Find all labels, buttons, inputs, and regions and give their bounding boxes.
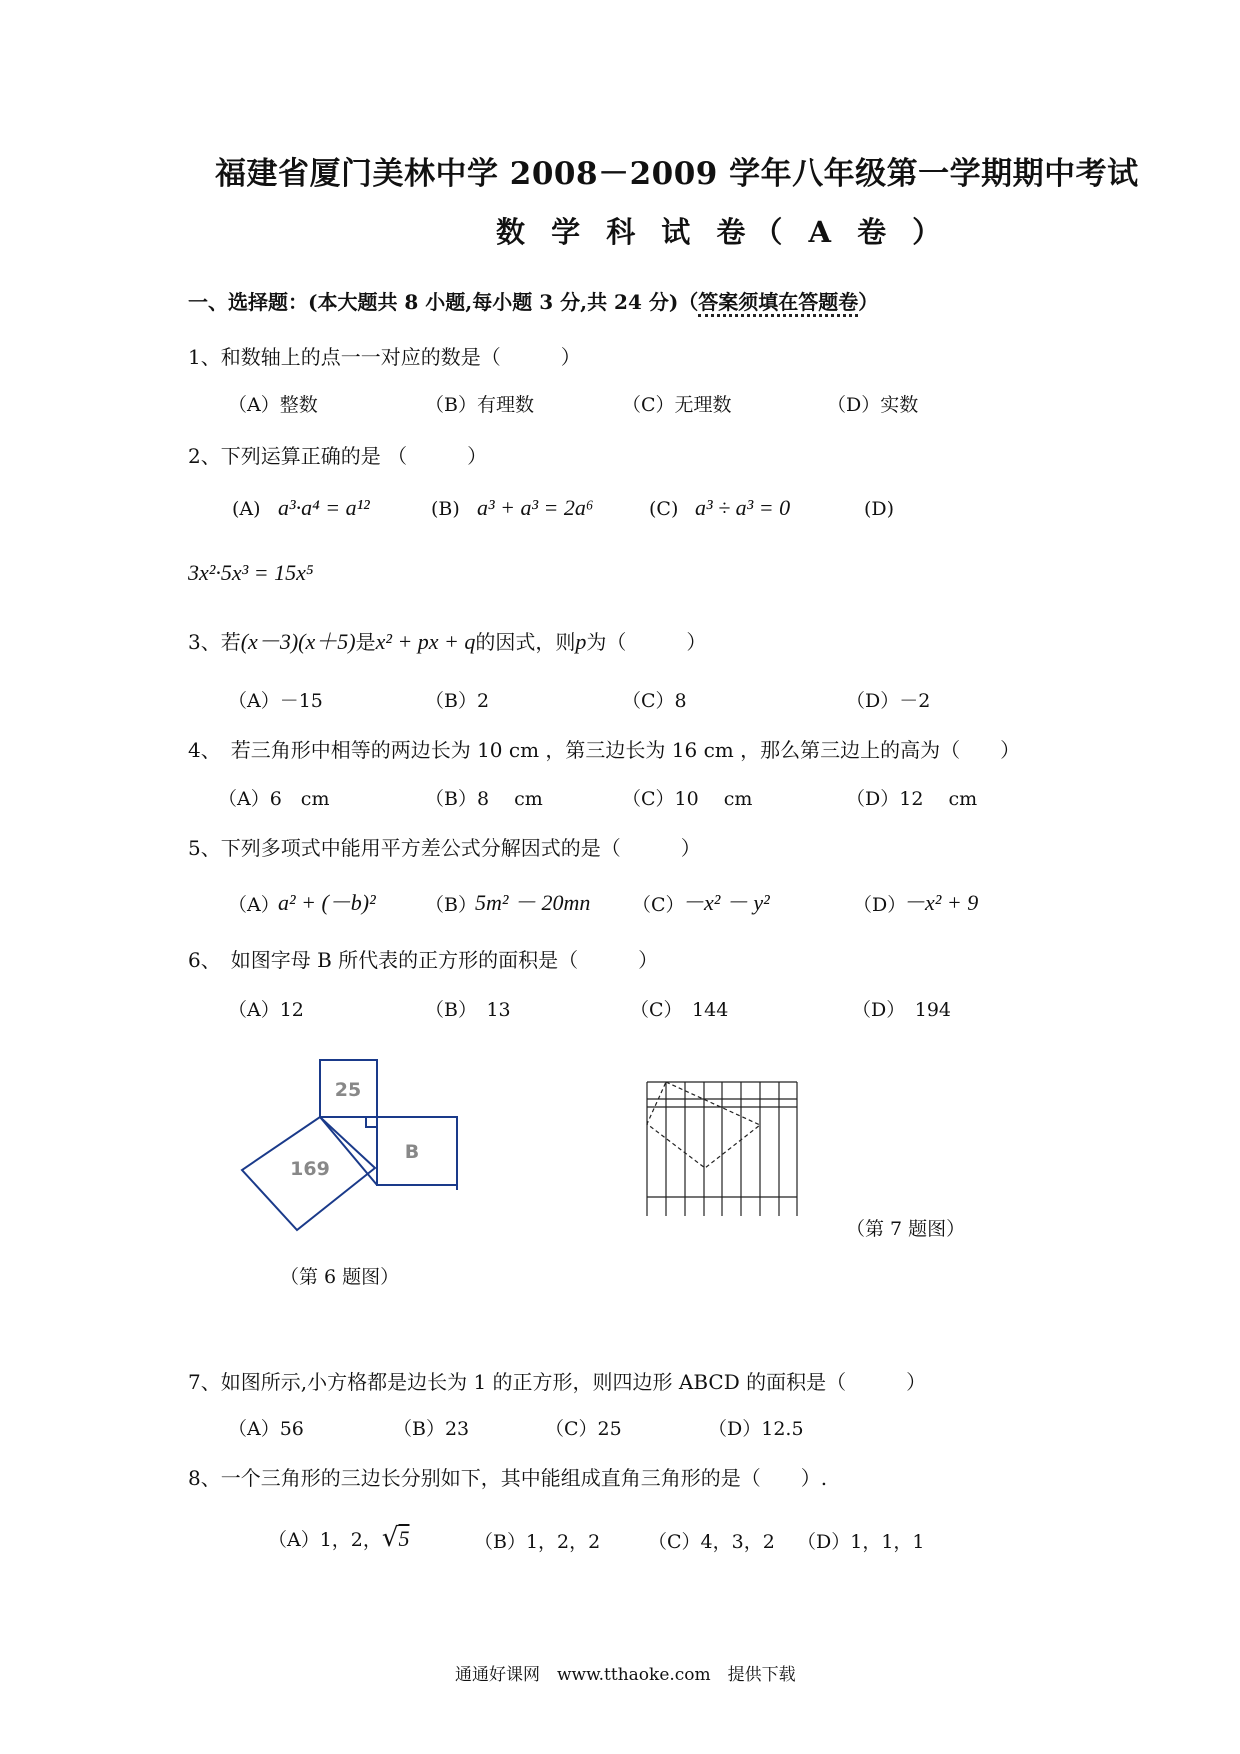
question-6-stem: 6、 如图字母 B 所代表的正方形的面积是（ ） bbox=[188, 948, 659, 972]
question-3-stem-post: 为（ ） bbox=[586, 630, 707, 654]
question-5-option-d-math: －x² + 9 bbox=[903, 890, 979, 915]
question-2-option-b-math: a³ + a³ = 2a⁶ bbox=[477, 495, 594, 520]
question-4-option-b: （B）8 cm bbox=[425, 788, 543, 810]
question-1-option-d: （D）实数 bbox=[827, 394, 919, 416]
question-4-option-c: （C）10 cm bbox=[622, 788, 753, 810]
question-3-stem-pre: 3、若 bbox=[188, 630, 241, 654]
question-5-option-b-math: 5m² － 20mn bbox=[475, 890, 591, 915]
question-7-option-d: （D）12.5 bbox=[708, 1418, 804, 1440]
figure-7-caption: （第 7 题图） bbox=[846, 1218, 966, 1240]
question-2-option-b-label: (B) bbox=[431, 498, 460, 520]
section-heading-tail: ） bbox=[858, 290, 879, 314]
question-8-option-a-radicand: 5 bbox=[398, 1526, 410, 1551]
question-5-stem: 5、下列多项式中能用平方差公式分解因式的是（ ） bbox=[188, 836, 701, 860]
question-7-stem: 7、如图所示,小方格都是边长为 1 的正方形，则四边形 ABCD 的面积是（ ） bbox=[188, 1370, 927, 1394]
question-5-option-a-label: （A） bbox=[228, 894, 280, 916]
question-5-option-b-label: （B） bbox=[425, 894, 477, 916]
figure-6-caption: （第 6 题图） bbox=[280, 1266, 400, 1288]
page-subtitle: 数 学 科 试 卷（ A 卷 ） bbox=[496, 215, 950, 249]
figure-6-squares bbox=[240, 1050, 470, 1240]
question-2-stem: 2、下列运算正确的是 （ ） bbox=[188, 444, 488, 468]
page-footer: 通通好课网 www.tthaoke.com 提供下载 bbox=[455, 1665, 796, 1685]
question-4-stem: 4、 若三角形中相等的两边长为 10 cm ，第三边长为 16 cm ，那么第三边上的高为（ ） bbox=[188, 738, 1021, 762]
question-4-option-d: （D）12 cm bbox=[846, 788, 978, 810]
question-5-option-c-label: （C） bbox=[632, 894, 685, 916]
question-2-option-c-label: (C) bbox=[649, 498, 679, 520]
question-3-variable: p bbox=[575, 629, 587, 654]
section-heading-emphasis: 答案须填在答题卷 bbox=[698, 290, 858, 317]
question-3-option-c: （C）8 bbox=[622, 690, 687, 712]
question-7-option-a: （A）56 bbox=[228, 1418, 304, 1440]
question-1-option-b: （B）有理数 bbox=[425, 394, 534, 416]
question-3-stem bbox=[188, 625, 706, 656]
question-6-option-b: （B） 13 bbox=[425, 999, 511, 1021]
question-6-option-a: （A）12 bbox=[228, 999, 304, 1021]
question-5-option-d-label: （D） bbox=[853, 894, 907, 916]
question-5-option-a-math: a² + (－b)² bbox=[278, 890, 376, 915]
question-7-option-c: （C）25 bbox=[545, 1418, 622, 1440]
sqrt-icon: √ bbox=[381, 1523, 399, 1553]
question-2-option-d-label: (D) bbox=[864, 498, 895, 520]
question-5-option-c-math: －x² － y² bbox=[682, 890, 770, 915]
question-3-factor: (x－3)(x＋5) bbox=[240, 629, 356, 654]
question-8-option-d: （D）1，1，1 bbox=[797, 1531, 925, 1553]
figure-7-grid bbox=[645, 1080, 805, 1220]
figure-6-label-25: 25 bbox=[334, 1079, 362, 1101]
section-heading bbox=[188, 286, 878, 315]
question-2-option-c-math: a³ ÷ a³ = 0 bbox=[695, 495, 791, 520]
question-1-stem: 1、和数轴上的点一一对应的数是（ ） bbox=[188, 345, 581, 369]
question-3-stem-mid: 是 bbox=[355, 630, 376, 654]
question-6-option-c: （C） 144 bbox=[630, 999, 729, 1021]
question-3-option-b: （B）2 bbox=[425, 690, 490, 712]
grid-lines bbox=[647, 1082, 797, 1216]
question-8-option-c: （C）4，3，2 bbox=[648, 1531, 775, 1553]
question-3-stem-mid2: 的因式，则 bbox=[475, 630, 576, 654]
question-3-polynomial: x² + px + q bbox=[375, 629, 476, 654]
question-8-option-a bbox=[268, 1523, 409, 1553]
question-6-option-d: （D） 194 bbox=[852, 999, 951, 1021]
question-7-option-b: （B）23 bbox=[393, 1418, 470, 1440]
question-8-option-a-label: （A）1，2， bbox=[268, 1529, 382, 1551]
question-3-option-d: （D）－2 bbox=[846, 690, 931, 712]
question-2-option-a-math: a³·a⁴ = a¹² bbox=[278, 495, 370, 520]
section-heading-text: 一、选择题：(本大题共 8 小题,每小题 3 分,共 24 分)（ bbox=[188, 290, 699, 314]
question-8-option-b: （B）1，2，2 bbox=[474, 1531, 601, 1553]
question-1-option-a: （A）整数 bbox=[228, 394, 318, 416]
question-3-option-a: （A）－15 bbox=[228, 690, 323, 712]
figure-6-label-169: 169 bbox=[290, 1158, 330, 1180]
page-title: 福建省厦门美林中学 2008－2009 学年八年级第一学期期中考试 bbox=[215, 156, 1139, 192]
right-angle-mark bbox=[366, 1117, 377, 1127]
question-2-option-d-math: 3x²·5x³ = 15x⁵ bbox=[188, 560, 314, 585]
question-8-stem: 8、一个三角形的三边长分别如下，其中能组成直角三角形的是（ ）. bbox=[188, 1466, 828, 1490]
question-4-option-a: （A）6 cm bbox=[218, 788, 330, 810]
question-1-option-c: （C）无理数 bbox=[622, 394, 732, 416]
question-2-option-a-label: (A) bbox=[232, 498, 261, 520]
figure-6-label-b: B bbox=[404, 1141, 420, 1163]
